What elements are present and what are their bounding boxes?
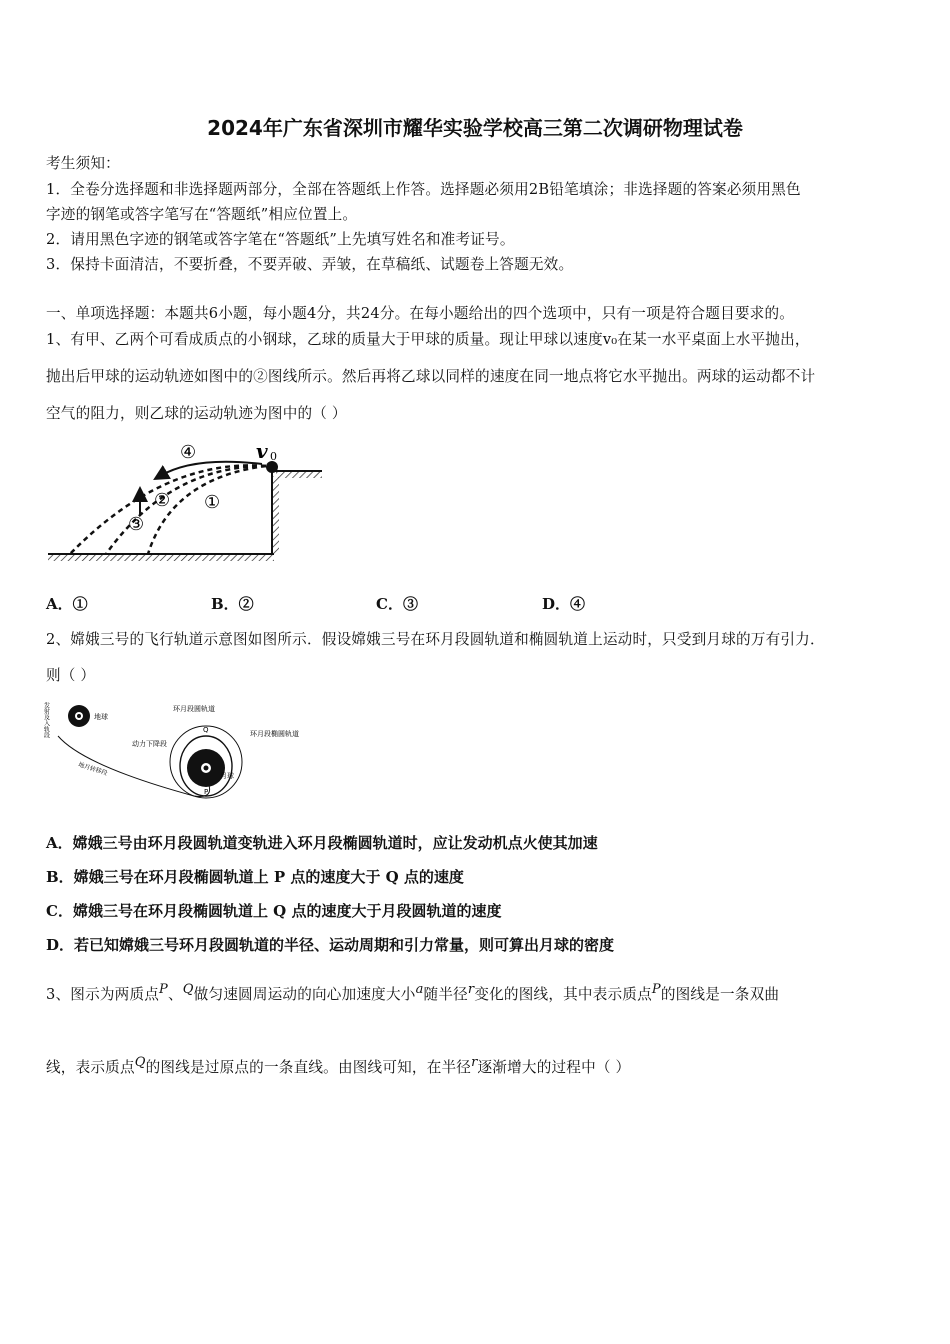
var-p: P [651,982,661,997]
point-q-label: Q [203,726,209,734]
q3-text-line1: 3、图示为两质点$^P$、$^Q$做匀速圆周运动的向心加速度大小$^a$随半径$^r$变化的图线，其中表示质点$^P$的图线是一条双曲 [46,982,780,1003]
q1-text: 空气的阻力，则乙球的运动轨迹为图中的（ ） [46,405,347,422]
ground-hatch [48,555,274,561]
q2-option-c[interactable]: C．嫦娥三号在环月段椭圆轨道上 Q 点的速度大于月段圆轨道的速度 [46,902,502,920]
q3-text-line2: 线，表示质点$^Q$的图线是过原点的一条直线。由图线可知，在半径$^r$逐渐增大的过程中（ ） [46,1055,631,1076]
q1-option-d[interactable]: D．④ [542,595,586,613]
circle-orbit-label: 环月段圆轨道 [173,705,215,713]
var-q: Q [182,982,194,997]
notice-item: 1．全卷分选择题和非选择题两部分，全部在答题纸上作答。选择题必须用2B铅笔填涂；非选择题的答案必须用黑色 [46,181,801,198]
page-title: 2024年广东省深圳市耀华实验学校高三第二次调研物理试卷 [207,116,743,140]
label-4: ④ [180,442,197,463]
q2-text: 则（ ） [46,667,96,684]
notice-item: 3．保持卡面清洁，不要折叠，不要弄破、弄皱，在草稿纸、试题卷上答题无效。 [46,256,574,273]
notice-item: 字迹的钢笔或答字笔写在“答题纸”相应位置上。 [46,206,358,223]
q1-option-b[interactable]: B．② [211,595,254,613]
transfer-label: 地月转移段 [77,761,109,778]
q2-option-b[interactable]: B．嫦娥三号在环月段椭圆轨道上 P 点的速度大于 Q 点的速度 [46,868,464,886]
q1-option-c[interactable]: C．③ [376,595,418,613]
cliff-hatch [273,476,279,554]
var-p: P [159,982,168,997]
notice-item: 2．请用黑色字迹的钢笔或答字笔在“答题纸”上先填写姓名和准考证号。 [46,231,515,248]
velocity-subscript: 0 [270,450,277,463]
launch-label: 发射及入轨段 [42,702,50,738]
var-a: a [415,982,424,997]
q2-option-d[interactable]: D．若已知嫦娥三号环月段圆轨道的半径、运动周期和引力常量，则可算出月球的密度 [46,936,615,954]
q2-orbit-figure [44,696,314,804]
var-r: r [467,982,475,997]
earth-label: 地球 [94,713,108,721]
velocity-label: v [256,439,268,463]
q2-text: 2、嫦娥三号的飞行轨道示意图如图所示．假设嫦娥三号在环月段圆轨道和椭圆轨道上运动时，只受到月球的万有引力． [46,631,825,648]
table-hatch [276,472,322,478]
trajectory-2 [106,466,266,554]
notice-heading: 考生须知： [46,155,120,172]
q1-text: 1、有甲、乙两个可看成质点的小钢球，乙球的质量大于甲球的质量。现让甲球以速度v₀在某一水平桌面上水平抛出， [46,331,810,348]
section-heading: 一、单项选择题：本题共6小题，每小题4分，共24分。在每小题给出的四个选项中，只有一项是符合题目要求的。 [46,305,795,322]
label-2: ② [154,490,171,511]
var-r: r [471,1055,478,1070]
q1-text: 抛出后甲球的运动轨迹如图中的②图线所示。然后再将乙球以同样的速度在同一地点将它水平抛出。两球的运动都不计 [46,368,816,385]
q1-trajectory-figure [44,436,326,564]
moon-label: 月球 [220,772,234,780]
var-q: Q [134,1055,146,1070]
q2-option-a[interactable]: A．嫦娥三号由环月段圆轨道变轨进入环月段椭圆轨道时，应让发动机点火使其加速 [46,834,598,852]
label-3: ③ [128,514,145,535]
q1-option-a[interactable]: A．① [46,595,88,613]
ellipse-orbit-label: 环月段椭圆轨道 [250,730,299,738]
descent-label: 动力下降段 [132,740,167,748]
label-1: ① [204,492,221,513]
point-p-label: P [204,788,209,796]
